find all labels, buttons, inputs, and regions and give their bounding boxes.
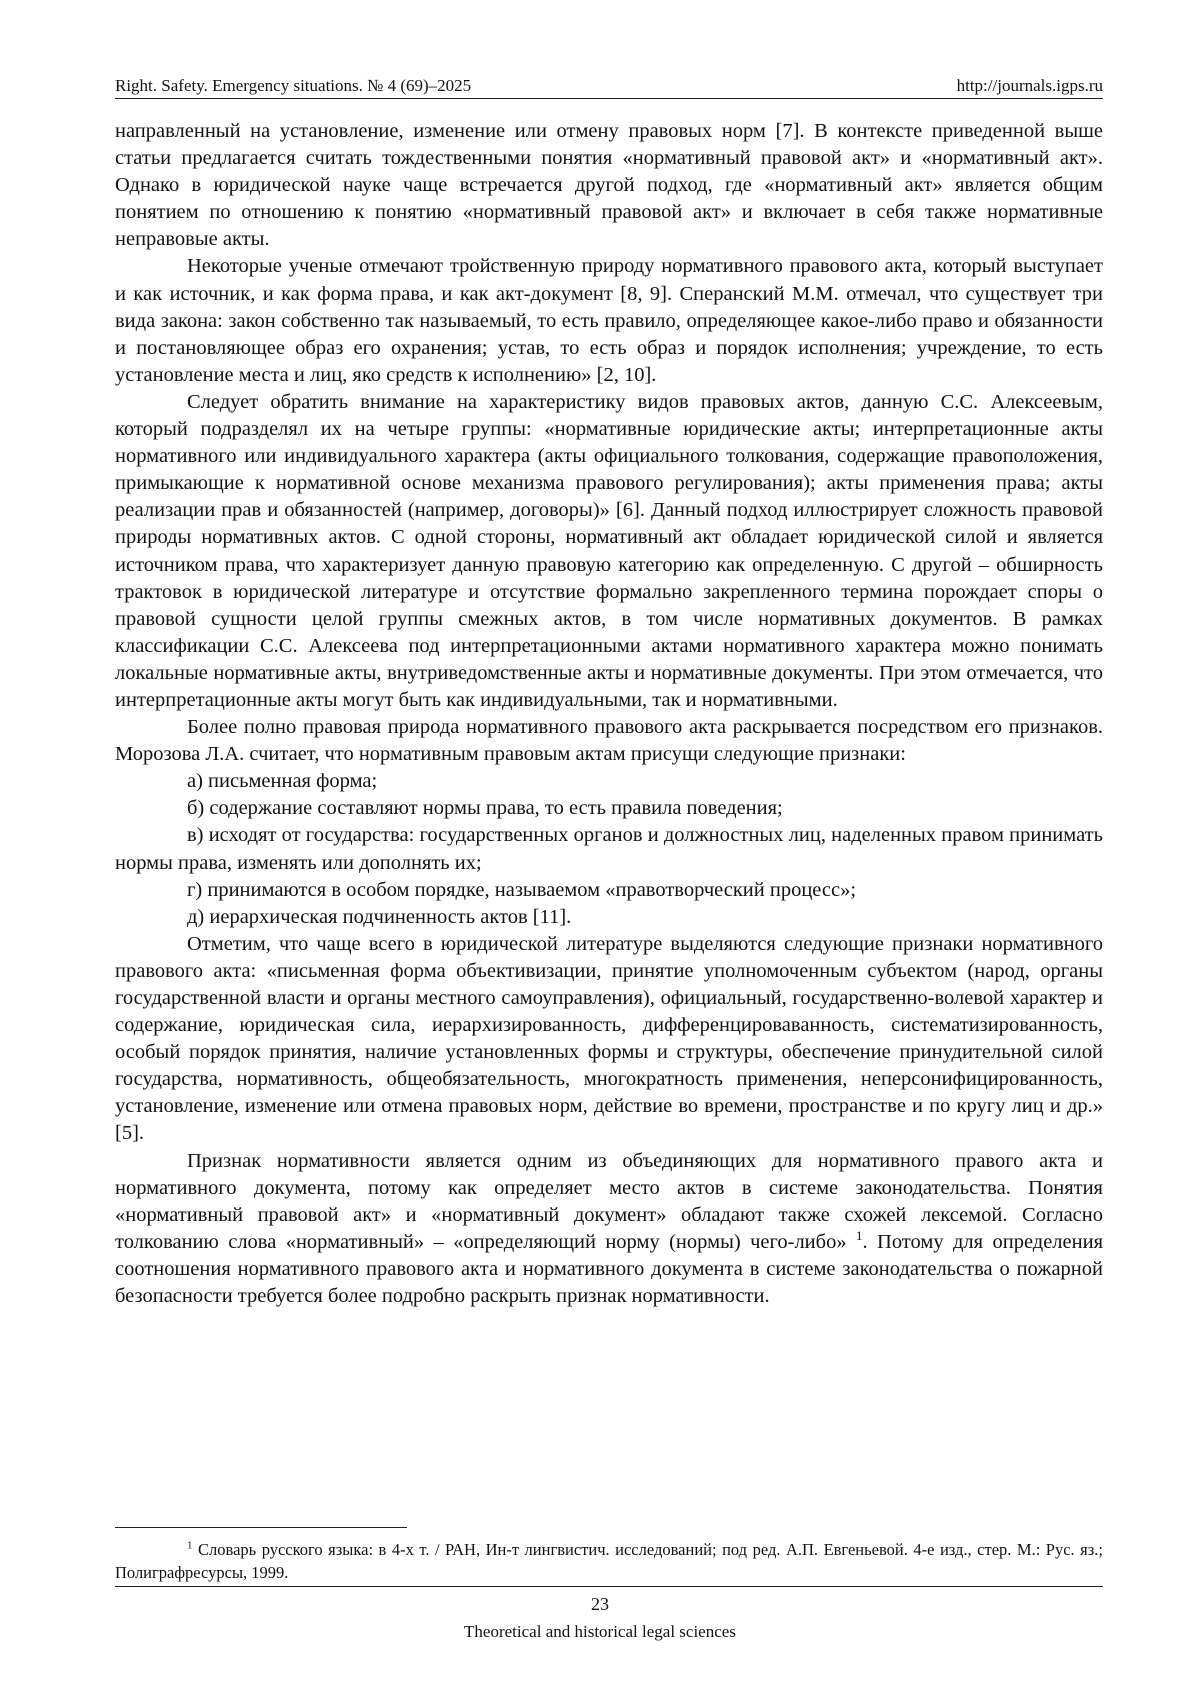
journal-title: Right. Safety. Emergency situations. № 4 (69)–2025	[115, 76, 472, 95]
paragraph-text: . Потому для определения соотношения нормативного правового акта и нормативного документа в системе законодательства о пожарной безопасности требуется более подробно раскрыть признак нормативности.	[115, 1230, 1103, 1308]
paragraph: направленный на установление, изменение или отмену правовых норм [7]. В контексте приведенной выше статьи предлагается считать тождественными понятия «нормативный правовой акт» и «нормативный акт». Однако в юридической науке чаще встречается другой подход, где «нормативный акт» является общим понятием по отношению к понятию «нормативный правовой акт» и включает в себя также нормативные неправовые акты.	[115, 120, 1103, 251]
list-item: а) письменная форма;	[187, 770, 378, 793]
footnote-text: Словарь русского языка: в 4-х т. / РАН, Ин-т лингвистич. исследований; под ред. А.П. Евгеньевой. 4-е изд., стер. М.: Рус. яз.; Полиграфресурсы, 1999.	[115, 1540, 1104, 1582]
page-number: 23	[591, 1594, 609, 1614]
footnote-mark: 1	[187, 1539, 193, 1552]
paragraph: Следует обратить внимание на характеристику видов правовых актов, данную С.С. Алексеевым, который подразделял их на четыре группы: «нормативные юридические акты; интерпретационные акты нормативного или индивидуального характера (акты официального толкования, содержащие правоположения, примыкающие к нормативной основе механизма правового регулирования); акты применения права; акты реализации прав и обязанностей (например, договоры)» [6]. Данный подход иллюстрирует сложность правовой природы нормативных актов. С одной стороны, нормативный акт обладает юридической силой и является источником права, что характеризует данную правовую категорию как определенную. С другой – обширность трактовок в юридической литературе и отсутствие формально закрепленного термина порождает споры о правовой сущности целой группы смежных актов, в том числе нормативных документов. В рамках классификации С.С. Алексеева под интерпретационными актами нормативного характера можно понимать локальные нормативные акты, внутриведомственные акты и нормативные документы. При этом отмечается, что интерпретационные акты могут быть как индивидуальными, так и нормативными.	[115, 390, 1103, 711]
paragraph: Отметим, что чаще всего в юридической литературе выделяются следующие признаки нормативного правового акта: «письменная форма объективизации, принятие уполномоченным субъектом (народ, органы государственной власти и органы местного самоуправления), официальный, государственно-волевой характер и содержание, юридическая сила, иерархизированность, дифференцироваванность, систематизированность, особый порядок принятия, наличие установленных формы и структуры, обеспечение принудительной силой государства, нормативность, общеобязательность, многократность применения, неперсонифицированность, установление, изменение или отмена правовых норм, действие во времени, пространстве и по кругу лиц и др.» [5].	[115, 932, 1103, 1145]
running-header	[115, 70, 1103, 99]
list-item: д) иерархическая подчиненность актов [11].	[187, 905, 572, 928]
footnote-separator	[115, 1527, 407, 1528]
article-body	[115, 118, 1103, 1310]
paragraph: Более полно правовая природа нормативного правового акта раскрывается посредством его признаков. Морозова Л.А. считает, что нормативным правовым актам присущи следующие признаки:	[115, 716, 1103, 766]
running-footer: Theoretical and historical legal sciences	[464, 1622, 736, 1641]
list-item: в) исходят от государства: государственных органов и должностных лиц, наделенных правом принимать нормы права, изменять или дополнять их;	[115, 824, 1103, 874]
journal-url[interactable]: http://journals.igps.ru	[956, 76, 1103, 95]
paragraph: Некоторые ученые отмечают тройственную природу нормативного правового акта, который выступает и как источник, и как форма права, и как акт-документ [8, 9]. Сперанский М.М. отмечал, что существует три вида закона: закон собственно так называемый, то есть правило, определяющее какое-либо право и обязанности и постановляющее образ его охранения; устав, то есть образ и порядок исполнения; учреждение, то есть установление места и лиц, яко средств к исполнению» [2, 10].	[115, 255, 1103, 386]
footer-separator	[115, 1586, 1103, 1587]
footnote-reference[interactable]: 1	[856, 1228, 863, 1244]
footnote	[115, 1538, 1103, 1584]
paragraph-with-footnote	[115, 1148, 1103, 1311]
list-item: г) принимаются в особом порядке, называемом «правотворческий процесс»;	[187, 878, 857, 901]
paragraph-text: Признак нормативности является одним из объединяющих для нормативного правого акта и нормативного документа, потому как определяет место актов в системе законодательства. Понятия «нормативный правовой акт» и «нормативный документ» обладают также схожей лексемой. Согласно толкованию слова «нормативный» – «определяющий норму (нормы) чего-либо»	[115, 1149, 1103, 1253]
list-item: б) содержание составляют нормы права, то есть правила поведения;	[187, 797, 783, 820]
